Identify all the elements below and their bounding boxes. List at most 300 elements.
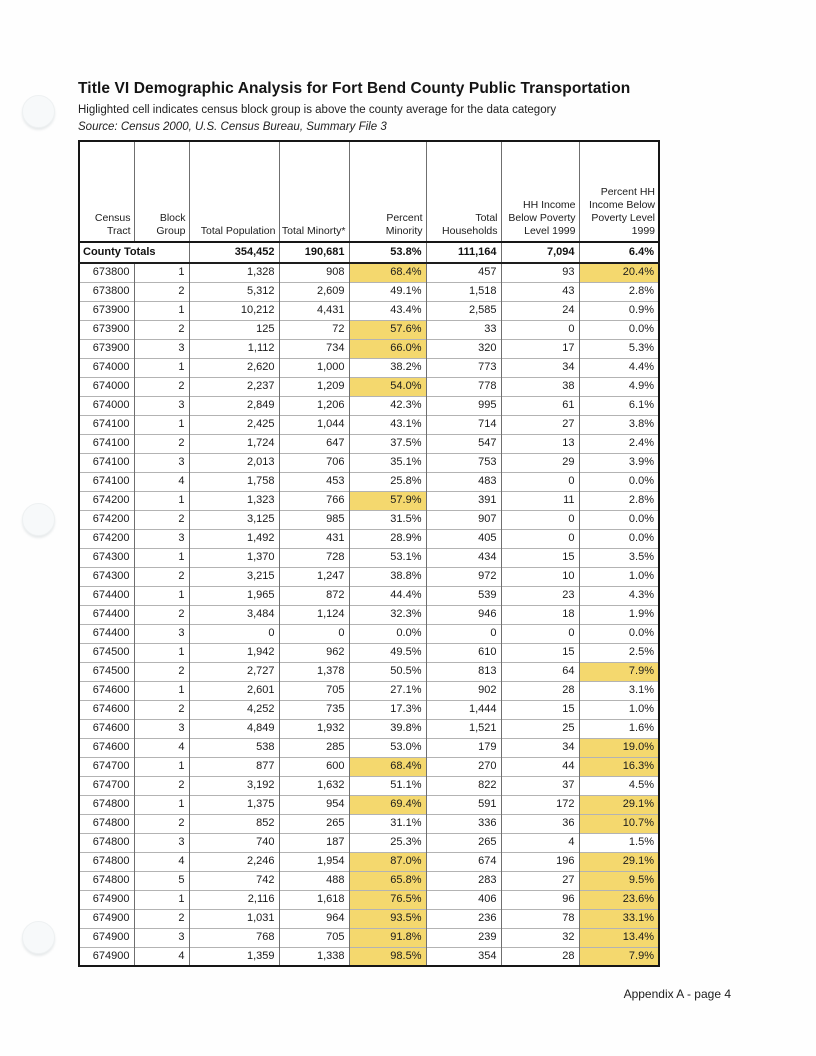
- cell-total-population: 1,942: [189, 643, 279, 662]
- cell-total-minority: 72: [279, 320, 349, 339]
- cell-total-households: 354: [426, 947, 501, 966]
- cell-census-tract: 674100: [79, 415, 134, 434]
- cell-percent-minority: 49.5%: [349, 643, 426, 662]
- table-row: [79, 510, 659, 529]
- table-row: [79, 681, 659, 700]
- cell-percent-hh-income-below-poverty-1999: 1.0%: [579, 567, 659, 586]
- cell-census-tract: 673900: [79, 339, 134, 358]
- cell-block-group: 1: [134, 795, 189, 814]
- cell-census-tract: 674700: [79, 757, 134, 776]
- cell-total-minority: 1,338: [279, 947, 349, 966]
- cell-block-group: 2: [134, 320, 189, 339]
- table-row: [79, 700, 659, 719]
- cell-percent-hh-income-below-poverty-1999: 0.0%: [579, 510, 659, 529]
- table-row: [79, 738, 659, 757]
- cell-total-households: 972: [426, 567, 501, 586]
- cell-hh-income-below-poverty-1999: 78: [501, 909, 579, 928]
- county-totals-total-population: 354,452: [189, 242, 279, 263]
- cell-percent-minority: 87.0%: [349, 852, 426, 871]
- cell-census-tract: 674400: [79, 586, 134, 605]
- cell-hh-income-below-poverty-1999: 36: [501, 814, 579, 833]
- hole-punch-mark: [22, 921, 55, 954]
- cell-total-minority: 1,932: [279, 719, 349, 738]
- cell-total-population: 10,212: [189, 301, 279, 320]
- cell-total-households: 1,444: [426, 700, 501, 719]
- cell-percent-minority: 31.5%: [349, 510, 426, 529]
- cell-total-minority: 872: [279, 586, 349, 605]
- cell-total-population: 2,116: [189, 890, 279, 909]
- cell-total-minority: 647: [279, 434, 349, 453]
- cell-hh-income-below-poverty-1999: 0: [501, 529, 579, 548]
- cell-hh-income-below-poverty-1999: 18: [501, 605, 579, 624]
- cell-hh-income-below-poverty-1999: 0: [501, 472, 579, 491]
- cell-percent-minority: 91.8%: [349, 928, 426, 947]
- cell-total-minority: 488: [279, 871, 349, 890]
- cell-block-group: 1: [134, 643, 189, 662]
- cell-census-tract: 673800: [79, 263, 134, 282]
- cell-total-households: 902: [426, 681, 501, 700]
- cell-total-minority: 908: [279, 263, 349, 282]
- table-row: [79, 415, 659, 434]
- cell-total-households: 179: [426, 738, 501, 757]
- cell-total-households: 2,585: [426, 301, 501, 320]
- cell-census-tract: 674600: [79, 700, 134, 719]
- table-row: [79, 947, 659, 966]
- cell-total-minority: 735: [279, 700, 349, 719]
- cell-percent-minority: 37.5%: [349, 434, 426, 453]
- cell-percent-minority: 44.4%: [349, 586, 426, 605]
- cell-block-group: 2: [134, 434, 189, 453]
- column-header-percent-minority: Percent Minority: [349, 141, 426, 242]
- table-row: [79, 529, 659, 548]
- county-totals-hh-income-below-poverty-1999: 7,094: [501, 242, 579, 263]
- cell-total-minority: 265: [279, 814, 349, 833]
- cell-census-tract: 674800: [79, 814, 134, 833]
- cell-total-minority: 600: [279, 757, 349, 776]
- cell-percent-minority: 65.8%: [349, 871, 426, 890]
- cell-percent-hh-income-below-poverty-1999: 0.0%: [579, 472, 659, 491]
- cell-total-population: 1,492: [189, 529, 279, 548]
- cell-total-minority: 1,044: [279, 415, 349, 434]
- cell-total-population: 1,359: [189, 947, 279, 966]
- cell-percent-hh-income-below-poverty-1999: 1.6%: [579, 719, 659, 738]
- cell-percent-hh-income-below-poverty-1999: 9.5%: [579, 871, 659, 890]
- cell-block-group: 2: [134, 510, 189, 529]
- cell-total-households: 813: [426, 662, 501, 681]
- hole-punch-mark: [22, 95, 55, 128]
- hole-punch-mark: [22, 503, 55, 536]
- cell-census-tract: 674600: [79, 681, 134, 700]
- cell-hh-income-below-poverty-1999: 0: [501, 624, 579, 643]
- cell-hh-income-below-poverty-1999: 27: [501, 415, 579, 434]
- cell-block-group: 3: [134, 833, 189, 852]
- cell-total-population: 2,601: [189, 681, 279, 700]
- cell-census-tract: 674700: [79, 776, 134, 795]
- cell-percent-minority: 57.9%: [349, 491, 426, 510]
- table-row: [79, 586, 659, 605]
- table-row: [79, 719, 659, 738]
- cell-percent-minority: 0.0%: [349, 624, 426, 643]
- cell-percent-minority: 57.6%: [349, 320, 426, 339]
- cell-block-group: 5: [134, 871, 189, 890]
- cell-hh-income-below-poverty-1999: 34: [501, 738, 579, 757]
- cell-total-population: 742: [189, 871, 279, 890]
- cell-hh-income-below-poverty-1999: 25: [501, 719, 579, 738]
- cell-percent-minority: 31.1%: [349, 814, 426, 833]
- cell-block-group: 1: [134, 586, 189, 605]
- cell-hh-income-below-poverty-1999: 32: [501, 928, 579, 947]
- cell-percent-minority: 54.0%: [349, 377, 426, 396]
- table-row: [79, 814, 659, 833]
- table-header-row: [79, 141, 659, 242]
- column-header-block-group: Block Group: [134, 141, 189, 242]
- cell-percent-minority: 27.1%: [349, 681, 426, 700]
- table-row: [79, 662, 659, 681]
- cell-block-group: 2: [134, 776, 189, 795]
- cell-total-households: 236: [426, 909, 501, 928]
- cell-block-group: 2: [134, 909, 189, 928]
- cell-total-population: 3,215: [189, 567, 279, 586]
- cell-total-households: 483: [426, 472, 501, 491]
- cell-percent-minority: 76.5%: [349, 890, 426, 909]
- county-totals-label: County Totals: [79, 242, 189, 263]
- cell-percent-hh-income-below-poverty-1999: 0.0%: [579, 624, 659, 643]
- cell-hh-income-below-poverty-1999: 24: [501, 301, 579, 320]
- demographics-table: [78, 140, 660, 967]
- cell-percent-hh-income-below-poverty-1999: 2.5%: [579, 643, 659, 662]
- cell-total-households: 270: [426, 757, 501, 776]
- cell-total-population: 4,252: [189, 700, 279, 719]
- county-totals-percent-minority: 53.8%: [349, 242, 426, 263]
- table-row: [79, 453, 659, 472]
- cell-total-minority: 766: [279, 491, 349, 510]
- cell-total-population: 1,758: [189, 472, 279, 491]
- cell-total-population: 1,323: [189, 491, 279, 510]
- cell-block-group: 1: [134, 301, 189, 320]
- cell-census-tract: 674800: [79, 871, 134, 890]
- cell-total-minority: 954: [279, 795, 349, 814]
- cell-hh-income-below-poverty-1999: 28: [501, 947, 579, 966]
- cell-total-population: 3,125: [189, 510, 279, 529]
- cell-hh-income-below-poverty-1999: 29: [501, 453, 579, 472]
- cell-block-group: 3: [134, 928, 189, 947]
- cell-percent-minority: 53.1%: [349, 548, 426, 567]
- cell-total-population: 2,013: [189, 453, 279, 472]
- cell-total-minority: 1,124: [279, 605, 349, 624]
- cell-total-population: 877: [189, 757, 279, 776]
- cell-hh-income-below-poverty-1999: 27: [501, 871, 579, 890]
- cell-total-minority: 2,609: [279, 282, 349, 301]
- cell-block-group: 4: [134, 852, 189, 871]
- column-header-total-population: Total Population: [189, 141, 279, 242]
- cell-total-households: 457: [426, 263, 501, 282]
- cell-total-households: 33: [426, 320, 501, 339]
- cell-block-group: 3: [134, 339, 189, 358]
- cell-total-households: 714: [426, 415, 501, 434]
- table-row: [79, 871, 659, 890]
- cell-census-tract: 673900: [79, 320, 134, 339]
- cell-total-households: 0: [426, 624, 501, 643]
- cell-hh-income-below-poverty-1999: 196: [501, 852, 579, 871]
- cell-hh-income-below-poverty-1999: 0: [501, 510, 579, 529]
- cell-total-minority: 1,206: [279, 396, 349, 415]
- cell-census-tract: 673800: [79, 282, 134, 301]
- cell-hh-income-below-poverty-1999: 64: [501, 662, 579, 681]
- cell-total-households: 1,518: [426, 282, 501, 301]
- cell-percent-minority: 39.8%: [349, 719, 426, 738]
- cell-block-group: 1: [134, 681, 189, 700]
- table-row: [79, 358, 659, 377]
- cell-total-households: 434: [426, 548, 501, 567]
- cell-percent-hh-income-below-poverty-1999: 23.6%: [579, 890, 659, 909]
- cell-hh-income-below-poverty-1999: 15: [501, 643, 579, 662]
- table-row: [79, 339, 659, 358]
- table-row: [79, 320, 659, 339]
- table-row: [79, 928, 659, 947]
- cell-total-minority: 187: [279, 833, 349, 852]
- table-row: [79, 548, 659, 567]
- cell-block-group: 2: [134, 662, 189, 681]
- cell-total-population: 1,965: [189, 586, 279, 605]
- cell-total-population: 5,312: [189, 282, 279, 301]
- cell-block-group: 2: [134, 605, 189, 624]
- cell-percent-hh-income-below-poverty-1999: 1.9%: [579, 605, 659, 624]
- cell-block-group: 3: [134, 624, 189, 643]
- cell-percent-hh-income-below-poverty-1999: 29.1%: [579, 852, 659, 871]
- table-row: [79, 795, 659, 814]
- cell-total-population: 2,237: [189, 377, 279, 396]
- cell-census-tract: 674800: [79, 795, 134, 814]
- column-header-percent-hh-income-below-poverty-1999: Percent HH Income Below Poverty Level 1999: [579, 141, 659, 242]
- cell-census-tract: 674600: [79, 719, 134, 738]
- cell-percent-hh-income-below-poverty-1999: 2.4%: [579, 434, 659, 453]
- cell-census-tract: 673900: [79, 301, 134, 320]
- cell-percent-minority: 49.1%: [349, 282, 426, 301]
- cell-total-minority: 453: [279, 472, 349, 491]
- cell-total-households: 239: [426, 928, 501, 947]
- cell-total-households: 946: [426, 605, 501, 624]
- cell-census-tract: 674300: [79, 548, 134, 567]
- county-totals-total-households: 111,164: [426, 242, 501, 263]
- cell-total-minority: 285: [279, 738, 349, 757]
- cell-percent-minority: 28.9%: [349, 529, 426, 548]
- table-row: [79, 757, 659, 776]
- table-row: [79, 605, 659, 624]
- cell-percent-hh-income-below-poverty-1999: 16.3%: [579, 757, 659, 776]
- cell-percent-minority: 68.4%: [349, 263, 426, 282]
- cell-total-households: 539: [426, 586, 501, 605]
- cell-census-tract: 674900: [79, 909, 134, 928]
- cell-total-households: 753: [426, 453, 501, 472]
- cell-block-group: 1: [134, 757, 189, 776]
- cell-block-group: 3: [134, 719, 189, 738]
- cell-total-minority: 1,632: [279, 776, 349, 795]
- cell-total-households: 405: [426, 529, 501, 548]
- cell-total-minority: 964: [279, 909, 349, 928]
- cell-census-tract: 674500: [79, 643, 134, 662]
- cell-census-tract: 674000: [79, 396, 134, 415]
- cell-percent-hh-income-below-poverty-1999: 1.5%: [579, 833, 659, 852]
- cell-block-group: 2: [134, 700, 189, 719]
- cell-total-population: 538: [189, 738, 279, 757]
- county-totals-total-minority: 190,681: [279, 242, 349, 263]
- cell-hh-income-below-poverty-1999: 44: [501, 757, 579, 776]
- cell-hh-income-below-poverty-1999: 10: [501, 567, 579, 586]
- cell-percent-hh-income-below-poverty-1999: 3.8%: [579, 415, 659, 434]
- cell-hh-income-below-poverty-1999: 23: [501, 586, 579, 605]
- cell-hh-income-below-poverty-1999: 34: [501, 358, 579, 377]
- cell-census-tract: 674600: [79, 738, 134, 757]
- cell-percent-hh-income-below-poverty-1999: 0.9%: [579, 301, 659, 320]
- cell-block-group: 1: [134, 491, 189, 510]
- cell-total-minority: 0: [279, 624, 349, 643]
- cell-total-households: 591: [426, 795, 501, 814]
- cell-hh-income-below-poverty-1999: 37: [501, 776, 579, 795]
- cell-total-households: 336: [426, 814, 501, 833]
- cell-census-tract: 674400: [79, 624, 134, 643]
- cell-total-households: 283: [426, 871, 501, 890]
- cell-percent-hh-income-below-poverty-1999: 33.1%: [579, 909, 659, 928]
- cell-census-tract: 674100: [79, 472, 134, 491]
- cell-total-households: 995: [426, 396, 501, 415]
- cell-block-group: 1: [134, 890, 189, 909]
- cell-total-population: 125: [189, 320, 279, 339]
- cell-census-tract: 674900: [79, 890, 134, 909]
- table-row: [79, 890, 659, 909]
- page-title: Title VI Demographic Analysis for Fort Bend County Public Transportation: [78, 80, 631, 97]
- cell-total-minority: 1,618: [279, 890, 349, 909]
- cell-percent-minority: 38.2%: [349, 358, 426, 377]
- cell-hh-income-below-poverty-1999: 15: [501, 548, 579, 567]
- cell-total-minority: 1,247: [279, 567, 349, 586]
- cell-percent-hh-income-below-poverty-1999: 3.1%: [579, 681, 659, 700]
- cell-block-group: 4: [134, 472, 189, 491]
- cell-block-group: 2: [134, 282, 189, 301]
- page-footer: Appendix A - page 4: [623, 987, 731, 1001]
- cell-total-households: 822: [426, 776, 501, 795]
- column-header-census-tract: Census Tract: [79, 141, 134, 242]
- cell-total-population: 0: [189, 624, 279, 643]
- cell-hh-income-below-poverty-1999: 17: [501, 339, 579, 358]
- cell-total-households: 674: [426, 852, 501, 871]
- cell-percent-minority: 43.4%: [349, 301, 426, 320]
- cell-hh-income-below-poverty-1999: 4: [501, 833, 579, 852]
- cell-hh-income-below-poverty-1999: 15: [501, 700, 579, 719]
- cell-block-group: 1: [134, 415, 189, 434]
- table-row: [79, 301, 659, 320]
- cell-block-group: 1: [134, 358, 189, 377]
- cell-total-households: 265: [426, 833, 501, 852]
- cell-census-tract: 674800: [79, 833, 134, 852]
- cell-total-population: 3,484: [189, 605, 279, 624]
- cell-total-households: 907: [426, 510, 501, 529]
- cell-census-tract: 674100: [79, 434, 134, 453]
- cell-total-population: 2,425: [189, 415, 279, 434]
- cell-percent-hh-income-below-poverty-1999: 4.5%: [579, 776, 659, 795]
- column-header-hh-income-below-poverty-1999: HH Income Below Poverty Level 1999: [501, 141, 579, 242]
- cell-block-group: 4: [134, 738, 189, 757]
- cell-total-population: 3,192: [189, 776, 279, 795]
- cell-percent-hh-income-below-poverty-1999: 4.9%: [579, 377, 659, 396]
- table-row: [79, 833, 659, 852]
- cell-census-tract: 674900: [79, 947, 134, 966]
- cell-percent-hh-income-below-poverty-1999: 7.9%: [579, 662, 659, 681]
- cell-percent-minority: 32.3%: [349, 605, 426, 624]
- cell-total-households: 406: [426, 890, 501, 909]
- cell-total-minority: 1,954: [279, 852, 349, 871]
- cell-total-population: 1,112: [189, 339, 279, 358]
- cell-percent-minority: 25.3%: [349, 833, 426, 852]
- cell-total-minority: 4,431: [279, 301, 349, 320]
- cell-block-group: 3: [134, 453, 189, 472]
- cell-total-population: 1,370: [189, 548, 279, 567]
- table-row: [79, 491, 659, 510]
- cell-census-tract: 674300: [79, 567, 134, 586]
- table-row: [79, 776, 659, 795]
- table-row: [79, 567, 659, 586]
- cell-block-group: 4: [134, 947, 189, 966]
- cell-percent-hh-income-below-poverty-1999: 2.8%: [579, 491, 659, 510]
- cell-percent-minority: 51.1%: [349, 776, 426, 795]
- cell-percent-minority: 35.1%: [349, 453, 426, 472]
- cell-block-group: 1: [134, 548, 189, 567]
- cell-hh-income-below-poverty-1999: 172: [501, 795, 579, 814]
- table-row: [79, 434, 659, 453]
- cell-percent-minority: 69.4%: [349, 795, 426, 814]
- county-totals-percent-hh-income-below-poverty-1999: 6.4%: [579, 242, 659, 263]
- cell-total-households: 1,521: [426, 719, 501, 738]
- cell-total-population: 768: [189, 928, 279, 947]
- cell-percent-minority: 98.5%: [349, 947, 426, 966]
- cell-percent-minority: 50.5%: [349, 662, 426, 681]
- cell-percent-hh-income-below-poverty-1999: 13.4%: [579, 928, 659, 947]
- cell-total-households: 778: [426, 377, 501, 396]
- cell-percent-hh-income-below-poverty-1999: 6.1%: [579, 396, 659, 415]
- cell-total-households: 773: [426, 358, 501, 377]
- cell-percent-minority: 68.4%: [349, 757, 426, 776]
- cell-percent-hh-income-below-poverty-1999: 10.7%: [579, 814, 659, 833]
- cell-total-population: 852: [189, 814, 279, 833]
- cell-percent-minority: 93.5%: [349, 909, 426, 928]
- cell-percent-hh-income-below-poverty-1999: 5.3%: [579, 339, 659, 358]
- cell-total-population: 2,727: [189, 662, 279, 681]
- cell-hh-income-below-poverty-1999: 11: [501, 491, 579, 510]
- cell-total-minority: 705: [279, 681, 349, 700]
- table-row: [79, 472, 659, 491]
- cell-total-population: 740: [189, 833, 279, 852]
- cell-percent-minority: 43.1%: [349, 415, 426, 434]
- table-row: [79, 909, 659, 928]
- cell-census-tract: 674800: [79, 852, 134, 871]
- cell-total-population: 1,328: [189, 263, 279, 282]
- cell-percent-minority: 42.3%: [349, 396, 426, 415]
- cell-total-households: 547: [426, 434, 501, 453]
- cell-block-group: 1: [134, 263, 189, 282]
- cell-percent-minority: 66.0%: [349, 339, 426, 358]
- cell-percent-hh-income-below-poverty-1999: 3.9%: [579, 453, 659, 472]
- cell-percent-hh-income-below-poverty-1999: 4.3%: [579, 586, 659, 605]
- table-row: [79, 377, 659, 396]
- cell-total-population: 1,724: [189, 434, 279, 453]
- column-header-total-minority: Total Minorty*: [279, 141, 349, 242]
- cell-percent-hh-income-below-poverty-1999: 2.8%: [579, 282, 659, 301]
- cell-hh-income-below-poverty-1999: 28: [501, 681, 579, 700]
- cell-total-minority: 1,209: [279, 377, 349, 396]
- source-note: Source: Census 2000, U.S. Census Bureau, Summary File 3: [78, 121, 387, 133]
- cell-percent-hh-income-below-poverty-1999: 29.1%: [579, 795, 659, 814]
- cell-total-minority: 705: [279, 928, 349, 947]
- cell-total-minority: 962: [279, 643, 349, 662]
